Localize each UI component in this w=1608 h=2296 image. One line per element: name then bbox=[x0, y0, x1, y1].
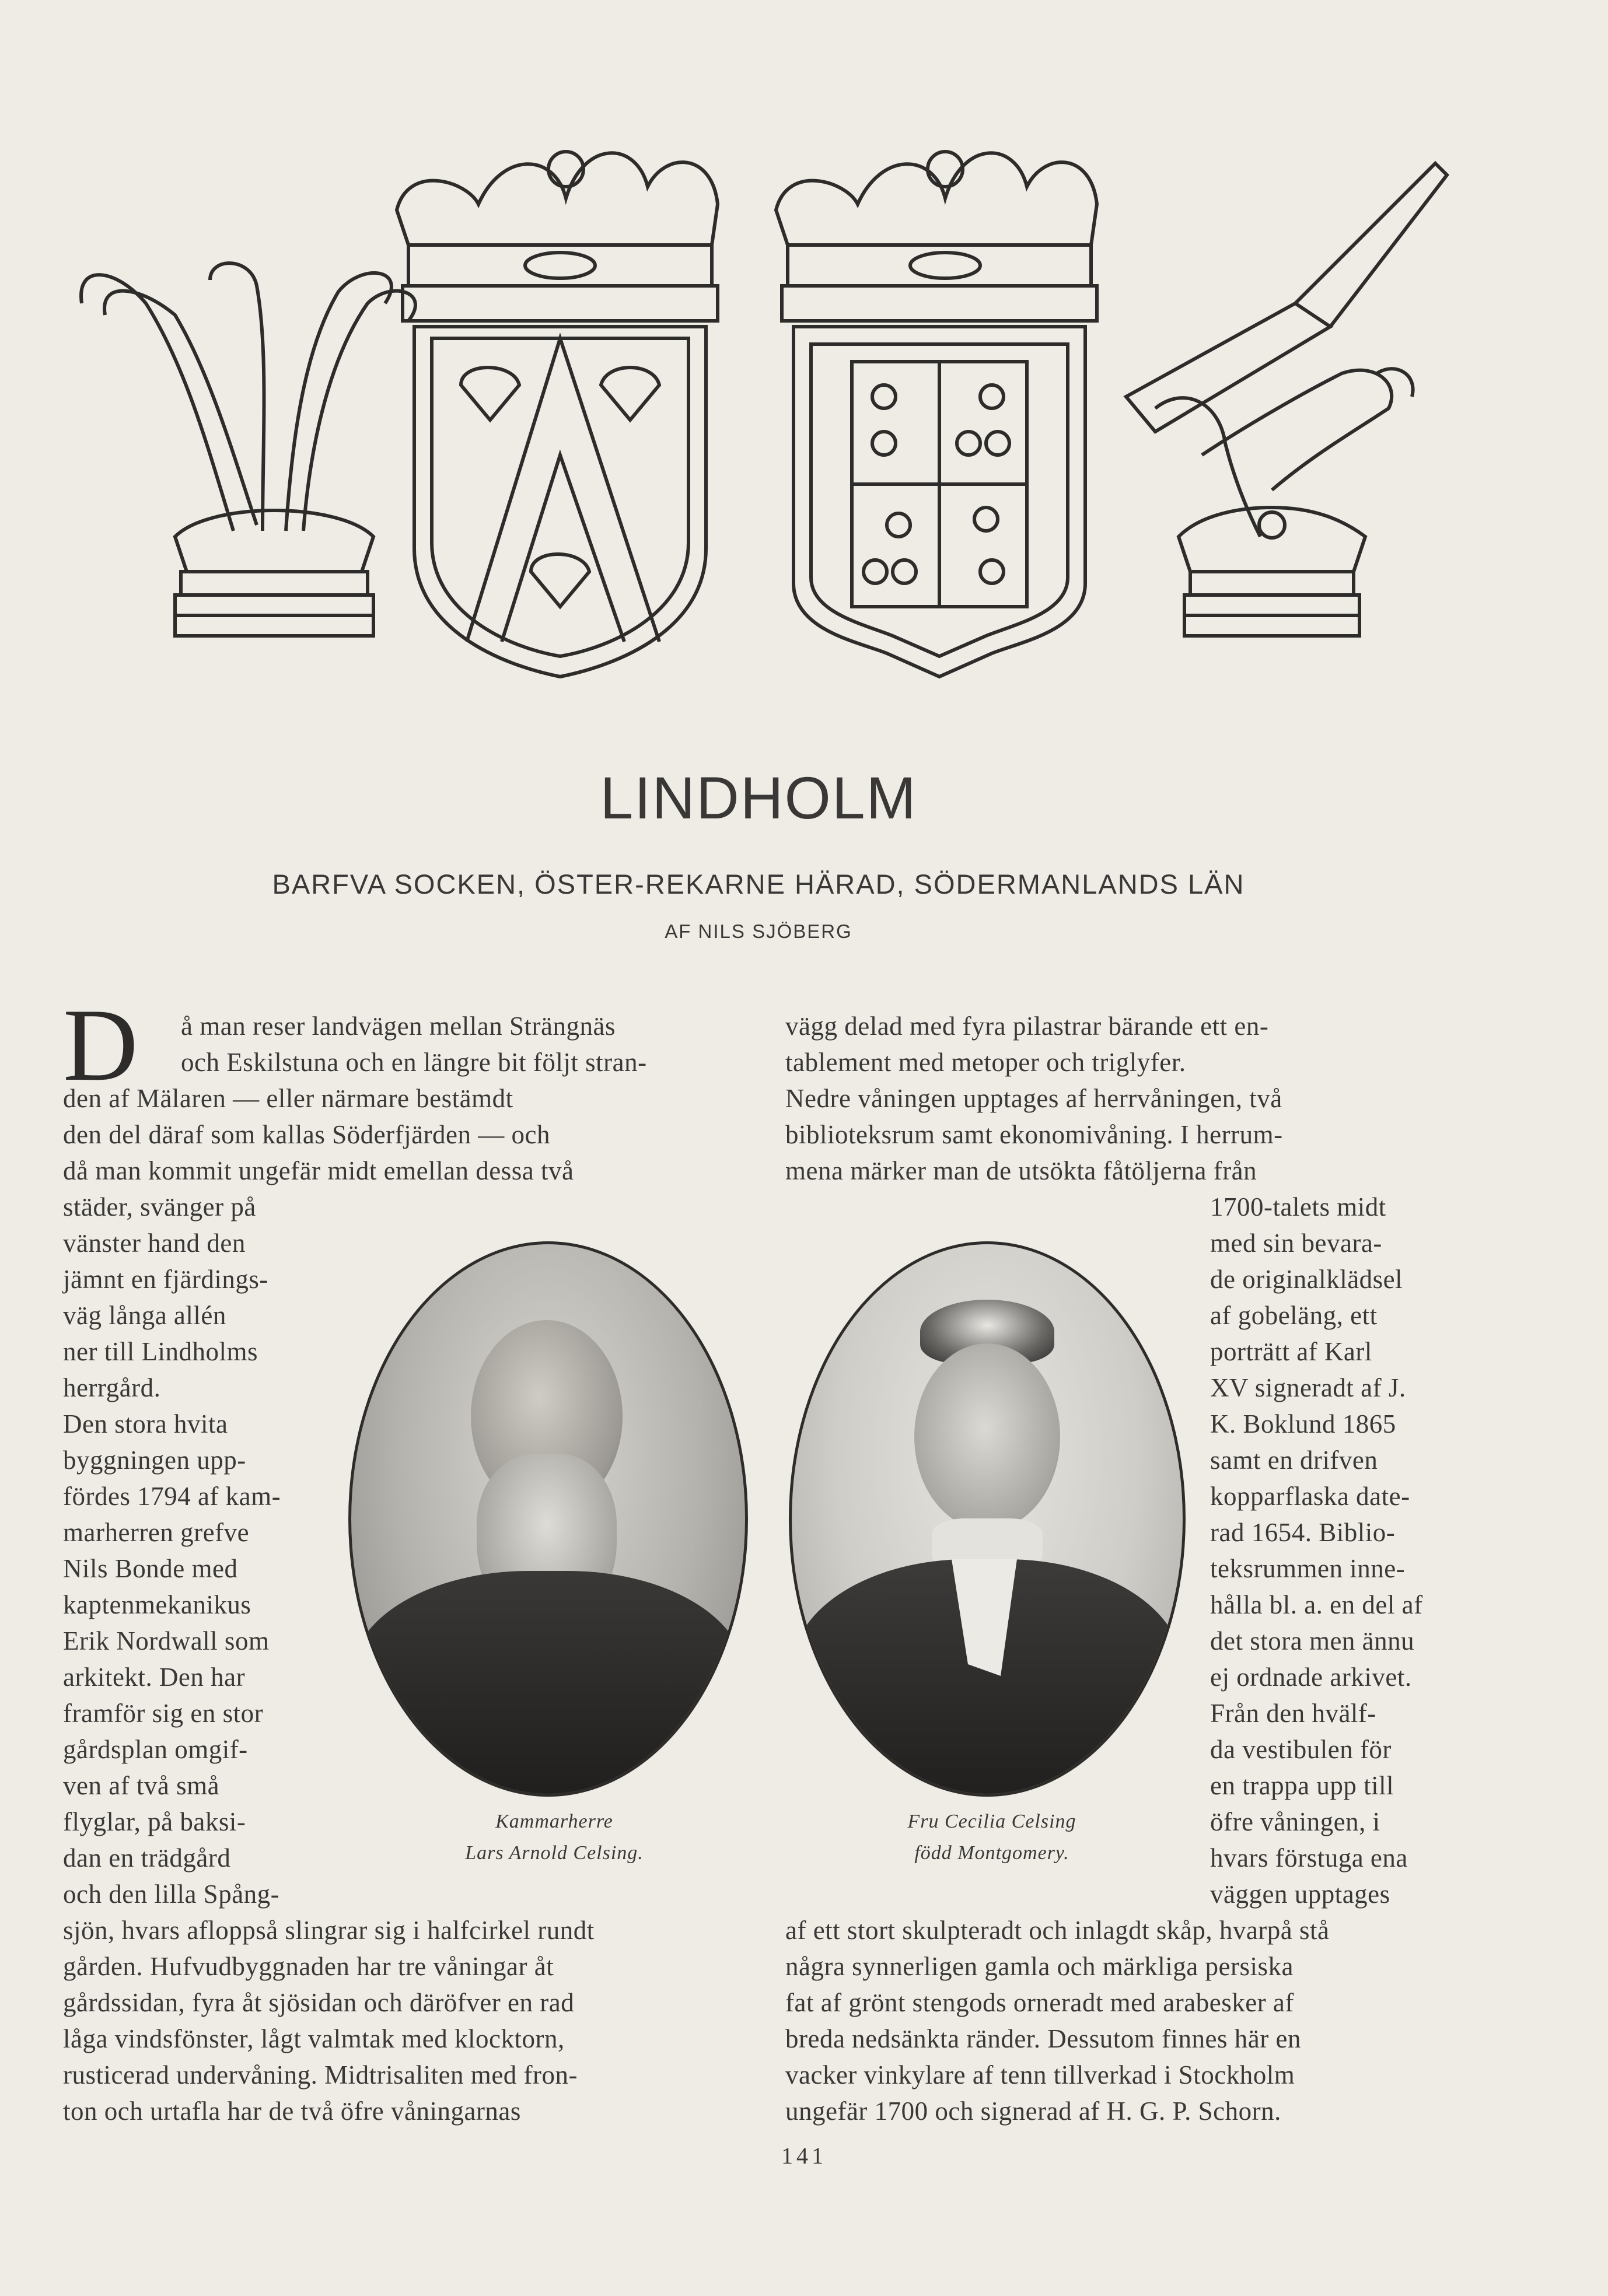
left-column-line: Den stora hvita bbox=[63, 1409, 228, 1438]
left-column-line: vänster hand den bbox=[63, 1228, 246, 1258]
left-column-line: herrgård. bbox=[63, 1373, 161, 1402]
arm-with-horn-crest-icon bbox=[1126, 163, 1447, 636]
left-column-line: arkitekt. Den har bbox=[63, 1662, 246, 1692]
right-column-line: hålla bl. a. en del af bbox=[1210, 1590, 1423, 1619]
left-column-line: väg långa allén bbox=[63, 1301, 226, 1330]
right-column-line: de originalklädsel bbox=[1210, 1265, 1403, 1294]
left-column-line: sjön, hvars afloppså slingrar sig i halfcirkel rundt bbox=[63, 1916, 595, 1945]
left-column-line: fördes 1794 af kam- bbox=[63, 1482, 281, 1511]
left-column-line: Erik Nordwall som bbox=[63, 1626, 270, 1656]
left-column-line: gårdsplan omgif- bbox=[63, 1735, 248, 1764]
left-column-line: ton och urtafla har de två öfre våningarnas bbox=[63, 2096, 521, 2126]
left-column-line: ner till Lindholms bbox=[63, 1337, 258, 1366]
portrait-head bbox=[914, 1343, 1060, 1530]
left-column-line: städer, svänger på bbox=[63, 1192, 256, 1222]
right-column-line: af ett stort skulpteradt och inlagdt skåp, hvarpå stå bbox=[785, 1916, 1330, 1945]
right-column-line: ej ordnade arkivet. bbox=[1210, 1662, 1412, 1692]
left-column-line: byggningen upp- bbox=[63, 1446, 246, 1475]
right-column-line: ungefär 1700 och signerad af H. G. P. Schorn. bbox=[785, 2096, 1281, 2126]
caption-portrait-2-line-2: född Montgomery. bbox=[914, 1842, 1069, 1864]
right-column-line: mena märker man de utsökta fåtöljerna från bbox=[785, 1156, 1257, 1185]
left-column-line: rusticerad undervåning. Midtrisaliten med fron- bbox=[63, 2060, 578, 2090]
left-column-line: gårdssidan, fyra åt sjösidan och däröfver en rad bbox=[63, 1988, 575, 2017]
left-column-line: å man reser landvägen mellan Strängnäs bbox=[181, 1012, 616, 1041]
right-column-line: vacker vinkylare af tenn tillverkad i Stockholm bbox=[785, 2060, 1295, 2090]
author-byline: AF NILS SJÖBERG bbox=[665, 921, 852, 942]
right-column-line: kopparflaska date- bbox=[1210, 1482, 1410, 1511]
portrait-coat bbox=[351, 1571, 745, 1797]
right-column-line: hvars förstuga ena bbox=[1210, 1843, 1408, 1873]
left-column-line: den af Mälaren — eller närmare bestämdt bbox=[63, 1084, 513, 1113]
left-column-line: då man kommit ungefär midt emellan dessa två bbox=[63, 1156, 574, 1185]
right-column-line: samt en drifven bbox=[1210, 1446, 1378, 1475]
caption-portrait-2-line-1: Fru Cecilia Celsing bbox=[907, 1811, 1076, 1832]
quartered-shield-icon bbox=[776, 152, 1097, 677]
left-column-line: flyglar, på baksi- bbox=[63, 1807, 246, 1836]
left-column-line: gården. Hufvudbyggnaden har tre våningar åt bbox=[63, 1952, 554, 1981]
left-column-line: kaptenmekanikus bbox=[63, 1590, 251, 1619]
right-column-line: tablement med metoper och triglyfer. bbox=[785, 1048, 1186, 1077]
coat-of-arms-banner bbox=[58, 128, 1459, 688]
left-column-line: jämnt en fjärdings- bbox=[63, 1265, 268, 1294]
right-column-line: vägg delad med fyra pilastrar bärande ett en- bbox=[785, 1012, 1269, 1041]
right-column-line: rad 1654. Biblio- bbox=[1210, 1518, 1396, 1547]
left-column-line: låga vindsfönster, lågt valmtak med klocktorn, bbox=[63, 2024, 565, 2053]
right-column-line: Nedre våningen upptages af herrvåningen, två bbox=[785, 1084, 1282, 1113]
right-column-line: af gobeläng, ett bbox=[1210, 1301, 1378, 1330]
right-column-line: porträtt af Karl bbox=[1210, 1337, 1372, 1366]
left-column-line: den del däraf som kallas Söderfjärden — och bbox=[63, 1120, 550, 1149]
caption-portrait-1-line-2: Lars Arnold Celsing. bbox=[465, 1842, 644, 1864]
portrait-cecilia-celsing bbox=[789, 1241, 1186, 1797]
right-column-line: det stora men ännu bbox=[1210, 1626, 1415, 1656]
page-title: LINDHOLM bbox=[600, 765, 917, 831]
right-column-line: några synnerligen gamla och märkliga persiska bbox=[785, 1952, 1294, 1981]
right-column-line: väggen upptages bbox=[1210, 1880, 1390, 1909]
right-column-line: öfre våningen, i bbox=[1210, 1807, 1380, 1836]
right-column-line: 1700-talets midt bbox=[1210, 1192, 1386, 1222]
left-column-line: dan en trädgård bbox=[63, 1843, 231, 1873]
right-column-line: XV signeradt af J. bbox=[1210, 1373, 1406, 1402]
right-column-line: biblioteksrum samt ekonomivåning. I herrum- bbox=[785, 1120, 1283, 1149]
feather-crest-icon bbox=[81, 263, 415, 636]
right-column-line: fat af grönt stengods orneradt med arabesker af bbox=[785, 1988, 1294, 2017]
portrait-lars-celsing bbox=[348, 1241, 748, 1797]
left-column-line: och Eskilstuna och en längre bit följt stran- bbox=[181, 1048, 647, 1077]
left-column-line: ven af två små bbox=[63, 1771, 220, 1800]
right-column-line: da vestibulen för bbox=[1210, 1735, 1392, 1764]
left-column-line: marherren grefve bbox=[63, 1518, 250, 1547]
shield-with-scallops-icon bbox=[397, 152, 718, 677]
left-column-line: framför sig en stor bbox=[63, 1699, 264, 1728]
left-column-line: Nils Bonde med bbox=[63, 1554, 238, 1583]
right-column-line: med sin bevara- bbox=[1210, 1228, 1382, 1258]
right-column-line: K. Boklund 1865 bbox=[1210, 1409, 1396, 1438]
right-column-line: en trappa upp till bbox=[1210, 1771, 1394, 1800]
drop-cap: D bbox=[63, 987, 138, 1102]
left-column-line: och den lilla Spång- bbox=[63, 1880, 280, 1909]
right-column-line: teksrummen inne- bbox=[1210, 1554, 1406, 1583]
right-column-line: breda nedsänkta ränder. Dessutom finnes här en bbox=[785, 2024, 1301, 2053]
caption-portrait-1-line-1: Kammarherre bbox=[495, 1811, 613, 1832]
page-subtitle: BARFVA SOCKEN, ÖSTER-REKARNE HÄRAD, SÖDERMANLANDS LÄN bbox=[272, 869, 1245, 900]
page-number: 141 bbox=[781, 2143, 827, 2169]
right-column-line: Från den hvälf- bbox=[1210, 1699, 1376, 1728]
